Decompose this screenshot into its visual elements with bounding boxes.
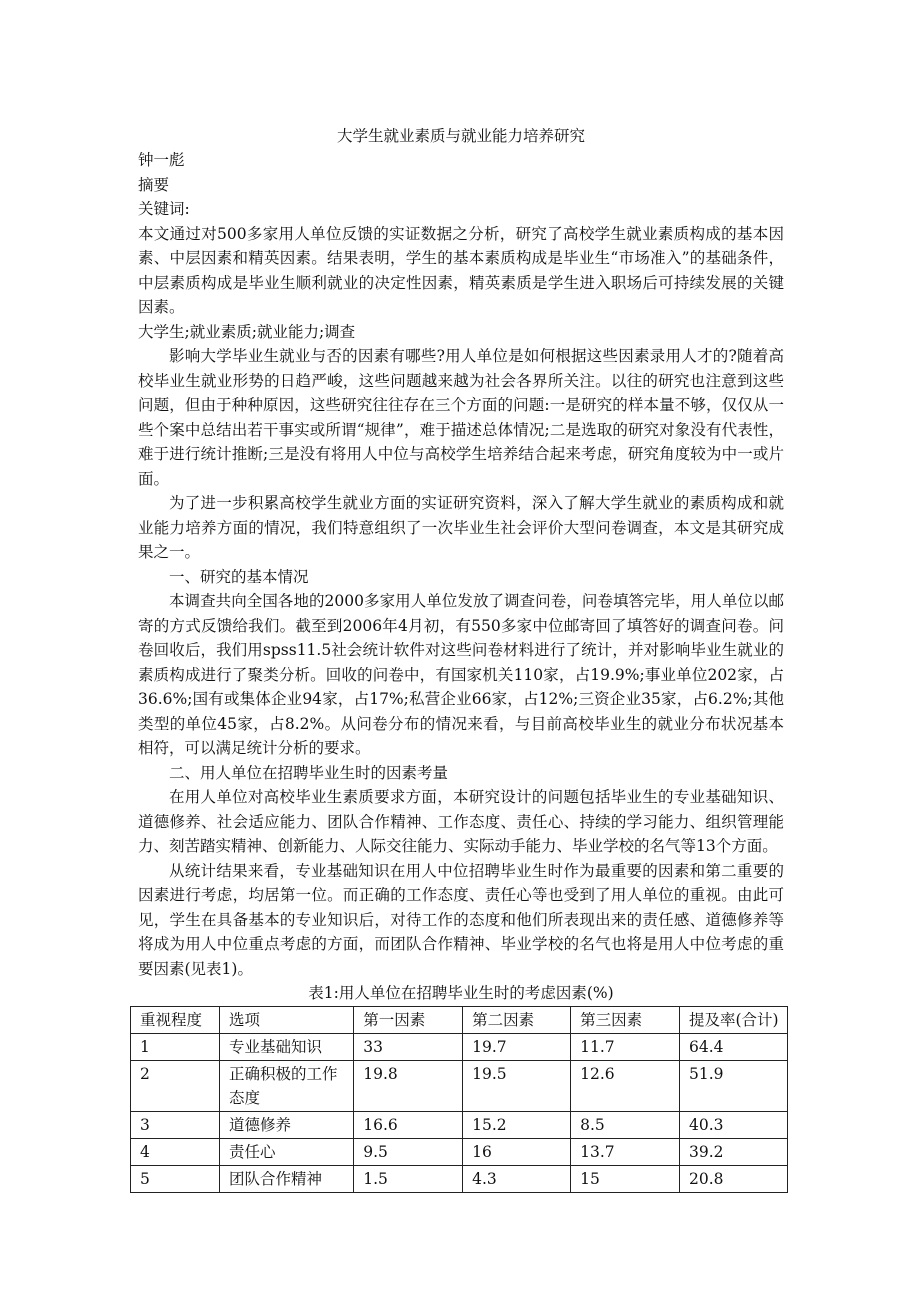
section-heading-2: 二、用人单位在招聘毕业生时的因素考量 [169,763,449,782]
table-cell: 8.5 [571,1111,680,1138]
results-paragraph: 从统计结果来看，专业基础知识在用人中位招聘毕业生时作为最重要的因素和第二重要的因素进行考虑，均居第一位。而正确的工作态度、责任心等也受到了用人单位的重视。由此可见，学生在具备基本的专业知识后，对待工作的态度和他们所表现出来的责任感、道德修养等将成为用人中位重点考虑的方面，而团队合作精神、毕业学校的名气也将是用人中位考虑的重要因素(见表1)。 [138,861,784,978]
table-header-cell: 第二因素 [463,1006,571,1033]
table-row [131,1138,788,1165]
table-cell: 专业基础知识 [219,1033,353,1060]
table-cell: 15 [571,1165,680,1192]
table-cell: 12.6 [571,1060,680,1111]
table-header-cell: 提及率(合计) [680,1006,788,1033]
table-cell: 9.5 [354,1138,463,1165]
table-cell: 2 [131,1060,220,1111]
table-cell: 11.7 [571,1033,680,1060]
table-row [131,1033,788,1060]
abstract-text: 本文通过对500多家用人单位反馈的实证数据之分析，研究了高校学生就业素质构成的基本因素、中层因素和精英因素。结果表明，学生的基本素质构成是毕业生“市场准入”的基础条件，中层素质构成是毕业生顺利就业的决定性因素，精英素质是学生进入职场后可持续发展的关键因素。 [138,224,784,316]
table-cell: 4 [131,1138,220,1165]
table-cell: 20.8 [680,1165,788,1192]
table-cell: 道德修养 [219,1111,353,1138]
table-cell: 13.7 [571,1138,680,1165]
table-cell: 51.9 [680,1060,788,1111]
table-header-row [131,1006,788,1033]
author: 钟一彪 [138,151,185,169]
table-cell: 5 [131,1165,220,1192]
table-header-cell: 第一因素 [354,1006,463,1033]
table-cell: 19.7 [463,1033,571,1060]
table-cell: 1.5 [354,1165,463,1192]
table-header-cell: 重视程度 [131,1006,220,1033]
table-cell: 团队合作精神 [219,1165,353,1192]
factors-table [130,1006,788,1193]
table-row [131,1111,788,1138]
table-cell: 正确积极的工作态度 [219,1060,353,1111]
purpose-paragraph: 为了进一步积累高校学生就业方面的实证研究资料，深入了解大学生就业的素质构成和就业能力培养方面的情况，我们特意组织了一次毕业生社会评价大型问卷调查，本文是其研究成果之一。 [138,494,784,561]
factors-paragraph: 在用人单位对高校毕业生素质要求方面，本研究设计的问题包括毕业生的专业基础知识、道德修养、社会适应能力、团队合作精神、工作态度、责任心、持续的学习能力、组织管理能力、刻苦踏实精神、创新能力、人际交往能力、实际动手能力、毕业学校的名气等13个方面。 [138,788,784,855]
table-cell: 40.3 [680,1111,788,1138]
keywords-text: 大学生;就业素质;就业能力;调查 [138,322,356,341]
survey-paragraph: 本调查共向全国各地的2000多家用人单位发放了调查问卷，问卷填答完毕，用人单位以邮寄的方式反馈给我们。截至到2006年4月初，有550多家中位邮寄回了填答好的调查问卷。问卷回收后，我们用spss11.5社会统计软件对这些问卷材料进行了统计，并对影响毕业生就业的素质构成进行了聚类分析。回收的问卷中，有国家机关110家，占19.9%;事业单位202家，占36.6%;国有或集体企业94家，占17%;私营企业66家，占12%;三资企业35家，占6.2%;其他类型的单位45家，占8.2%。从问卷分布的情况来看，与目前高校毕业生的就业分布状况基本相符，可以满足统计分析的要求。 [138,592,784,757]
table-cell: 3 [131,1111,220,1138]
table-cell: 1 [131,1033,220,1060]
table-cell: 15.2 [463,1111,571,1138]
document-page [138,108,784,1193]
table-cell: 33 [354,1033,463,1060]
keywords-label: 关键词: [138,200,190,218]
table-row [131,1165,788,1192]
table-header-cell: 第三因素 [571,1006,680,1033]
intro-paragraph: 影响大学毕业生就业与否的因素有哪些?用人单位是如何根据这些因素录用人才的?随着高校毕业生就业形势的日趋严峻，这些问题越来越为社会各界所关注。以往的研究也注意到这些问题，但由于种种原因，这些研究往往存在三个方面的问题:一是研究的样本量不够，仅仅从一些个案中总结出若干事实或所谓“规律”，难于描述总体情况;二是选取的研究对象没有代表性，难于进行统计推断;三是没有将用人中位与高校学生培养结合起来考虑，研究角度较为中一或片面。 [138,347,784,488]
table-header-cell: 选项 [219,1006,353,1033]
section-heading-1: 一、研究的基本情况 [169,567,309,586]
table-cell: 19.8 [354,1060,463,1111]
table-caption: 表1:用人单位在招聘毕业生时的考虑因素(%) [308,984,614,1002]
table-cell: 16 [463,1138,571,1165]
table-cell: 19.5 [463,1060,571,1111]
table-row [131,1060,788,1111]
document-title: 大学生就业素质与就业能力培养研究 [336,126,585,145]
table-cell: 64.4 [680,1033,788,1060]
abstract-label: 摘要 [138,175,170,194]
table-cell: 4.3 [463,1165,571,1192]
table-cell: 16.6 [354,1111,463,1138]
table-cell: 39.2 [680,1138,788,1165]
table-cell: 责任心 [219,1138,353,1165]
